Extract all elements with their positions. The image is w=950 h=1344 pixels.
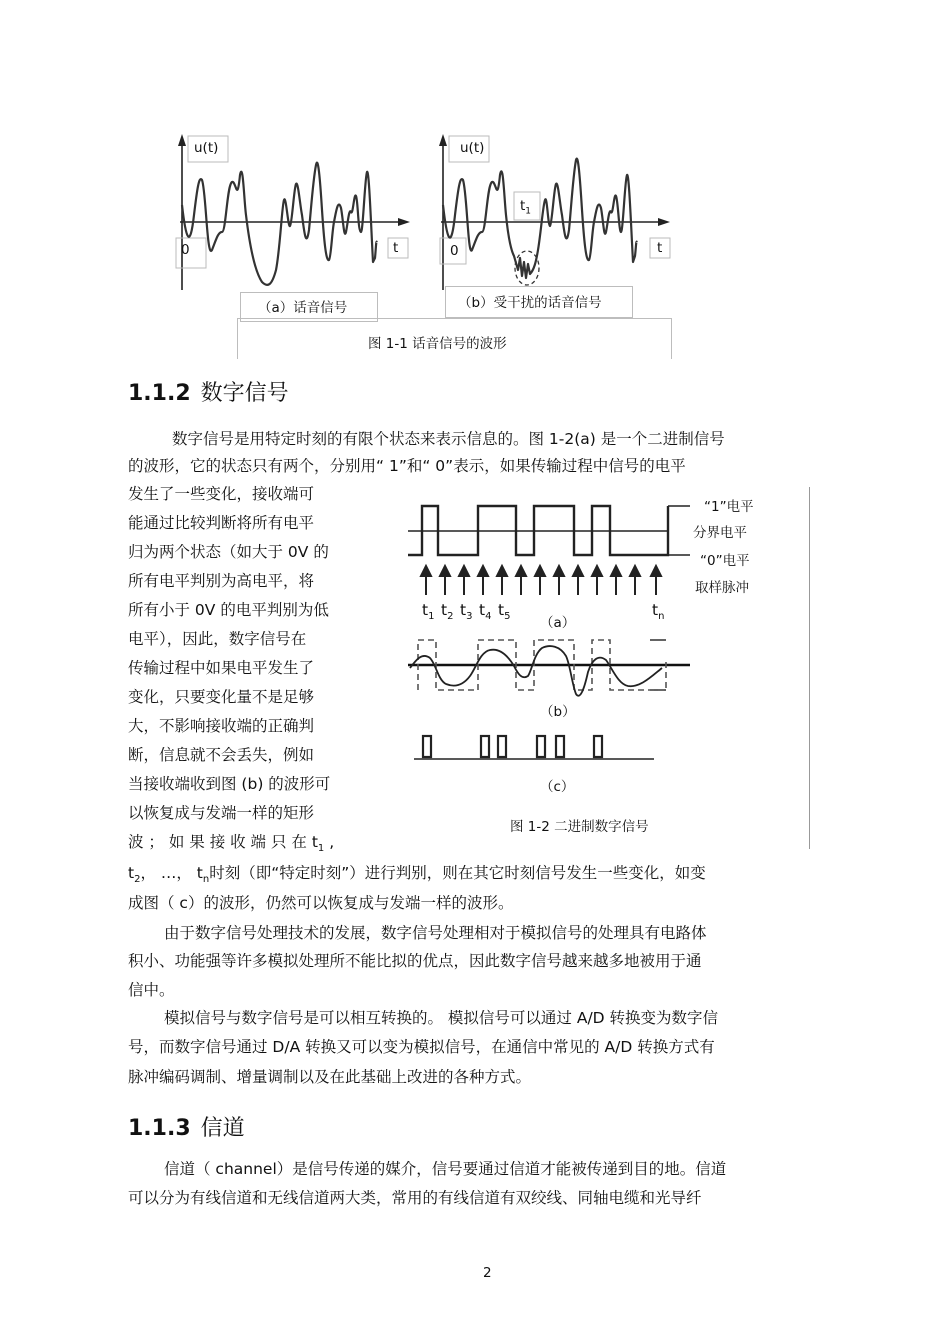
wrap-line: 传输过程中如果电平发生了: [128, 659, 315, 677]
wrap-line: 以恢复成与发端一样的矩形: [128, 804, 315, 822]
section-title: 数字信号: [200, 381, 289, 406]
subfig-b-label: （b）: [540, 704, 576, 720]
t-label: $t_3$: [460, 601, 473, 623]
wrap-line: 发生了一些变化，接收端可: [128, 485, 315, 503]
t-label: $t_1$: [422, 601, 435, 623]
recovered-pulses: [423, 736, 602, 757]
left-t-label: t: [393, 240, 399, 256]
section-number: 1.1.3: [128, 1116, 191, 1141]
right-t-label: t: [657, 240, 663, 256]
caption-a: （a）话音信号: [258, 300, 348, 316]
left-origin-label: 0: [181, 242, 190, 258]
wrap-line: 当接收端收到图 (b) 的波形可: [128, 775, 331, 793]
wrap-line: 大，不影响接收端的正确判: [128, 717, 315, 735]
wrap-line: 变化，只要变化量不是足够: [128, 688, 315, 706]
para2-line2: 积小、功能强等许多模拟处理所不能比拟的优点，因此数字信号越来越多地被用于通: [128, 952, 702, 970]
right-t1-label: $t_1$: [520, 198, 532, 217]
page-number: 2: [483, 1265, 492, 1281]
received-distorted-wave: [410, 646, 662, 696]
para-after-wrap-line2: 成图（ c）的波形，仍然可以恢复成与发端一样的波形。: [128, 894, 514, 912]
subfig-c-label: （c）: [540, 779, 575, 795]
label-high-level: “1”电平: [704, 499, 754, 515]
t-label: $t_4$: [479, 601, 492, 623]
section-number: 1.1.2: [128, 381, 191, 406]
para3-line2: 号，而数字信号通过 D/A 转换又可以变为模拟信号，在通信中常见的 A/D 转换方式有: [128, 1038, 715, 1056]
para4-line2: 可以分为有线信道和无线信道两大类，常用的有线信道有双绞线、同轴电缆和光导纤: [128, 1189, 702, 1207]
wrap-line: 所有电平判别为高电平，将: [128, 572, 315, 590]
section-title: 信道: [200, 1116, 245, 1141]
wrap-line: 断，信息就不会丢失，例如: [128, 746, 315, 764]
label-boundary-level: 分界电平: [693, 525, 747, 541]
para4-line1: 信道（ channel）是信号传递的媒介，信号要通过信道才能被传递到目的地。信道: [164, 1160, 727, 1178]
figure-1-1-caption: 图 1-1 话音信号的波形: [368, 336, 507, 352]
para3-line3: 脉冲编码调制、增量调制以及在此基础上改进的各种方式。: [128, 1068, 532, 1086]
right-ylabel: u(t): [460, 140, 485, 156]
label-sampling-pulse: 取样脉冲: [695, 580, 749, 596]
subfig-a-label: （a）: [540, 615, 576, 631]
wrap-line: 归为两个状态（如大于 0V 的: [128, 543, 329, 561]
t-label: $t_5$: [498, 601, 511, 623]
wrap-line: 能通过比较判断将所有电平: [128, 514, 315, 532]
section-heading-1-1-3: [128, 1111, 245, 1142]
wrap-line: 所有小于 0V 的电平判别为低: [128, 601, 329, 619]
t-label: $t_2$: [441, 601, 454, 623]
figure-1-2-caption: 图 1-2 二进制数字信号: [510, 819, 649, 835]
tn-label: $t_n$: [652, 601, 665, 623]
sampling-pulses: [421, 566, 661, 595]
para1-line2: 的波形，它的状态只有两个，分别用“ 1”和“ 0”表示，如果传输过程中信号的电平: [128, 457, 686, 475]
caption-b: （b）受干扰的话音信号: [458, 295, 602, 311]
para-after-wrap-line1: $t_2$， …， $t_n$时刻（即“特定时刻”）进行判别，则在其它时刻信号发生一些变化，如变: [128, 864, 706, 886]
para2-line1: 由于数字信号处理技术的发展，数字信号处理相对于模拟信号的处理具有电路体: [164, 924, 707, 942]
para1-line1: 数字信号是用特定时刻的有限个状态来表示信息的。图 1-2(a) 是一个二进制信号: [172, 430, 725, 448]
right-origin-label: 0: [450, 243, 459, 259]
left-ylabel: u(t): [194, 140, 219, 156]
wrap-line: 电平），因此，数字信号在: [128, 630, 307, 648]
label-low-level: “0”电平: [700, 553, 750, 569]
wrap-line: 波 ； 如 果 接 收 端 只 在 $t_1$ ,: [128, 833, 335, 855]
para2-line3: 信中。: [128, 981, 175, 999]
para3-line1: 模拟信号与数字信号是可以相互转换的。 模拟信号可以通过 A/D 转换变为数字信: [164, 1009, 719, 1027]
